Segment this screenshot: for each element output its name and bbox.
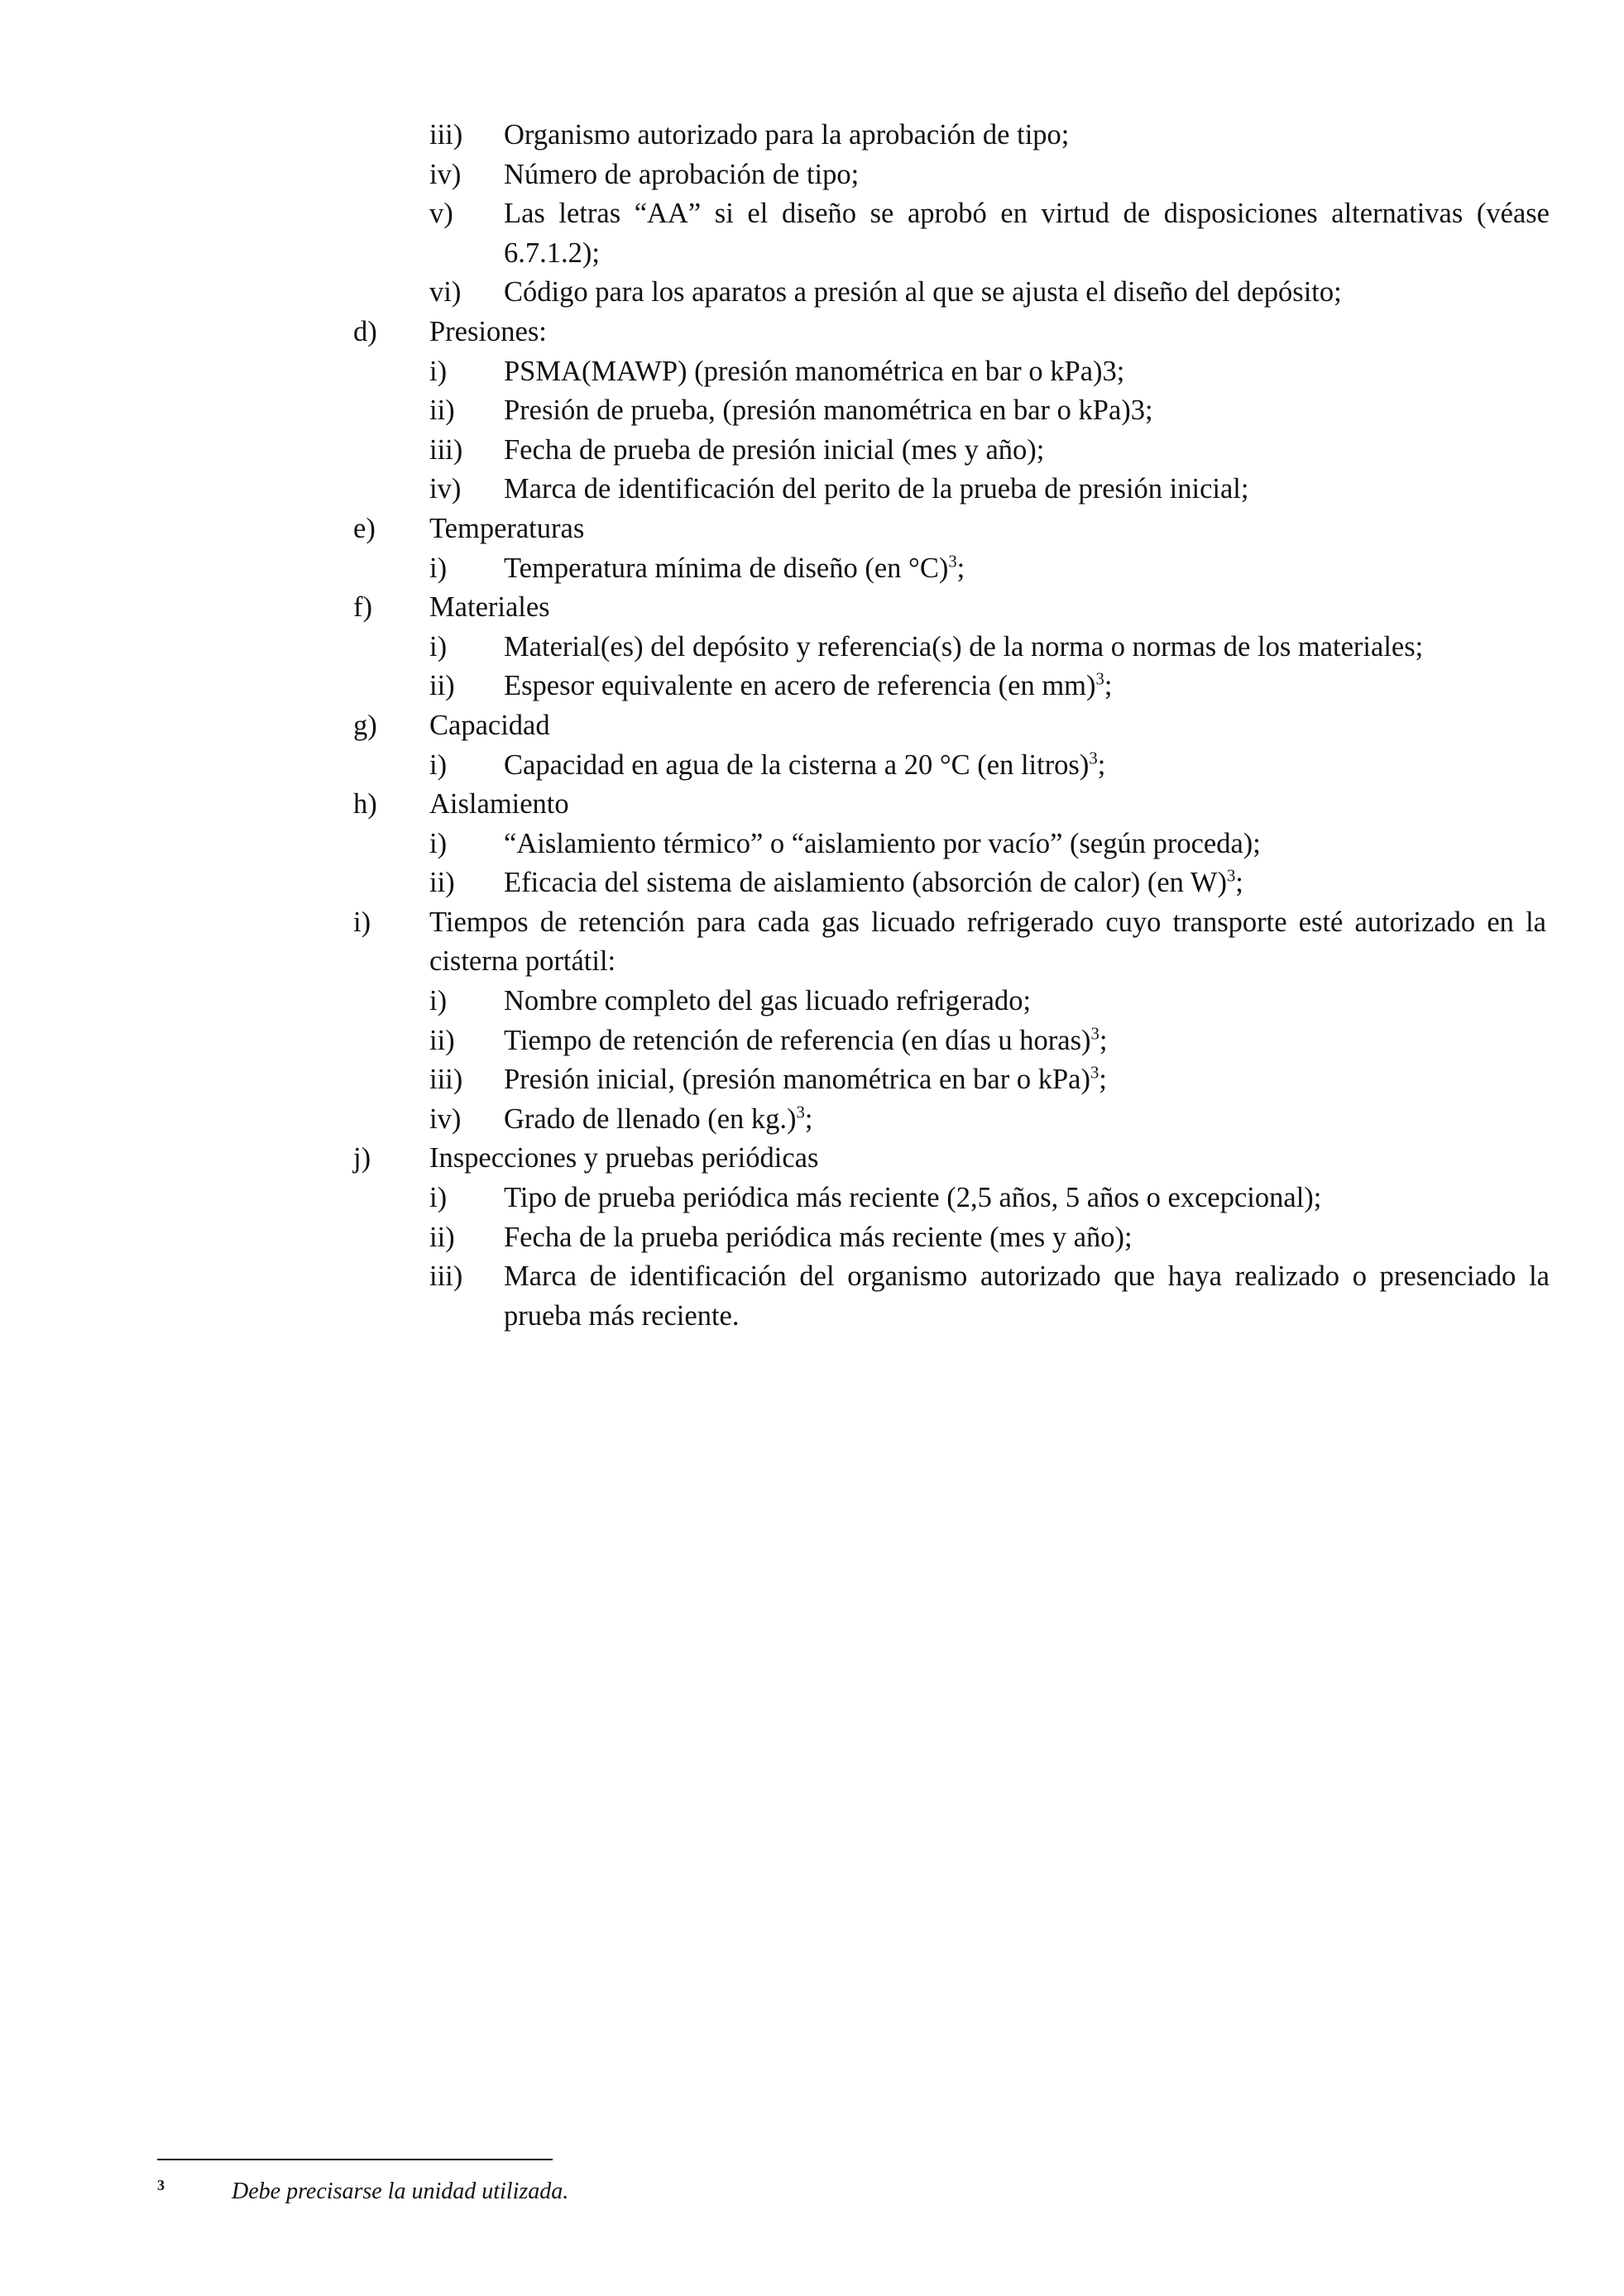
list-item xyxy=(0,706,1624,746)
list-item xyxy=(0,588,1624,628)
item-label: iii) xyxy=(429,433,463,466)
item-text: Tiempo de retención de referencia (en días u horas) xyxy=(504,1024,1091,1056)
item-text: Capacidad en agua de la cisterna a 20 °C (en litros) xyxy=(504,749,1090,781)
list-item xyxy=(0,313,1624,352)
item-text-line xyxy=(504,194,1550,273)
item-label: v) xyxy=(429,198,453,230)
item-label: iv) xyxy=(429,1103,462,1135)
sub-list-item xyxy=(0,194,1624,273)
item-label: e) xyxy=(353,512,376,544)
item-text: Grado de llenado (en kg.) xyxy=(504,1103,797,1135)
item-text: Número de aprobación de tipo; xyxy=(504,158,860,190)
document-body xyxy=(0,116,1624,1336)
item-text-line xyxy=(429,313,1546,352)
item-text-line xyxy=(429,509,1546,549)
item-text: Eficacia del sistema de aislamiento (absorción de calor) (en W) xyxy=(504,867,1227,899)
item-label: iii) xyxy=(429,1064,463,1096)
sub-list-item xyxy=(0,1257,1624,1336)
footnote-reference: 3 xyxy=(1090,1025,1099,1044)
sub-list-item xyxy=(0,391,1624,431)
item-text: Inspecciones y pruebas periódicas xyxy=(429,1142,819,1174)
item-text-line xyxy=(504,155,1550,195)
item-label: i) xyxy=(429,552,448,584)
item-text: Tiempos de retención para cada gas licuado refrigerado cuyo transporte esté autorizado en la cisterna portátil: xyxy=(429,906,1546,978)
item-text-line xyxy=(429,588,1546,628)
item-text: “Aislamiento térmico” o “aislamiento por vacío” (según proceda); xyxy=(504,827,1261,859)
item-text-line xyxy=(504,746,1550,786)
sub-list-item xyxy=(0,1021,1624,1061)
item-label: ii) xyxy=(429,1024,455,1056)
item-label: i) xyxy=(429,1182,448,1214)
sub-list-item xyxy=(0,1100,1624,1140)
item-text-line xyxy=(504,982,1550,1021)
item-text-line xyxy=(504,1218,1550,1258)
item-text: Tipo de prueba periódica más reciente (2,5 años, 5 años o excepcional); xyxy=(504,1182,1322,1214)
item-text: Aislamiento xyxy=(429,788,569,820)
sub-list-item xyxy=(0,863,1624,903)
item-text-line xyxy=(504,863,1550,903)
footnote-reference: 3 xyxy=(948,552,957,572)
item-text: Temperaturas xyxy=(429,512,585,544)
item-label: i) xyxy=(353,906,371,938)
sub-list-item xyxy=(0,628,1624,667)
item-label: j) xyxy=(353,1142,371,1174)
sub-list-item xyxy=(0,1218,1624,1258)
list-item xyxy=(0,509,1624,549)
item-text-line xyxy=(504,549,1550,589)
item-text: Presiones: xyxy=(429,315,547,347)
item-text-line xyxy=(504,825,1550,864)
item-text: Espesor equivalente en acero de referencia (en mm) xyxy=(504,670,1096,702)
item-label: vi) xyxy=(429,276,462,309)
item-text: Fecha de la prueba periódica más reciente (mes y año); xyxy=(504,1221,1133,1253)
sub-list-item xyxy=(0,746,1624,786)
item-text-line xyxy=(504,116,1550,155)
sub-list-item xyxy=(0,1060,1624,1100)
footnote-reference: 3 xyxy=(1095,670,1104,689)
item-text-line xyxy=(504,1100,1550,1140)
item-punctuation: ; xyxy=(1235,867,1243,899)
item-text-line xyxy=(504,352,1550,392)
sub-list-item xyxy=(0,116,1624,155)
item-punctuation: ; xyxy=(1099,1064,1107,1096)
sub-list-item xyxy=(0,273,1624,313)
item-text-line xyxy=(429,903,1546,982)
item-text-line xyxy=(504,1060,1550,1100)
item-text-line xyxy=(504,628,1550,667)
item-text: PSMA(MAWP) (presión manométrica en bar o kPa)3; xyxy=(504,355,1125,387)
footnote-reference: 3 xyxy=(796,1103,805,1122)
footnote xyxy=(157,2177,1398,2207)
item-text-line xyxy=(429,706,1546,746)
list-item xyxy=(0,903,1624,982)
item-text-line xyxy=(504,667,1550,706)
item-label: iv) xyxy=(429,158,462,190)
item-text: Material(es) del depósito y referencia(s) de la norma o normas de los materiales; xyxy=(504,630,1424,662)
item-label: i) xyxy=(429,749,448,781)
item-label: iii) xyxy=(429,1260,463,1293)
item-label: ii) xyxy=(429,867,455,899)
item-punctuation: ; xyxy=(1104,670,1113,702)
item-text-line xyxy=(504,391,1550,431)
footnote-marker: 3 xyxy=(157,2177,165,2193)
item-label: d) xyxy=(353,315,377,347)
item-label: i) xyxy=(429,827,448,859)
sub-list-item xyxy=(0,431,1624,471)
item-label: h) xyxy=(353,788,377,820)
item-label: ii) xyxy=(429,395,455,427)
sub-list-item xyxy=(0,352,1624,392)
item-label: i) xyxy=(429,630,448,662)
item-label: ii) xyxy=(429,670,455,702)
item-text: Fecha de prueba de presión inicial (mes y año); xyxy=(504,433,1045,466)
footnote-reference: 3 xyxy=(1090,1064,1099,1083)
footnote-text: Debe precisarse la unidad utilizada. xyxy=(232,2179,569,2204)
footnote-reference: 3 xyxy=(1226,867,1236,886)
item-text: Materiales xyxy=(429,591,550,624)
item-text-line xyxy=(504,1257,1550,1336)
item-label: i) xyxy=(429,985,448,1017)
sub-list-item xyxy=(0,549,1624,589)
footnote-separator xyxy=(157,2159,553,2160)
item-text: Marca de identificación del organismo autorizado que haya realizado o presenciado la prueba más reciente. xyxy=(504,1260,1550,1332)
item-punctuation: ; xyxy=(1097,749,1106,781)
item-label: g) xyxy=(353,709,377,741)
item-text-line xyxy=(504,1021,1550,1061)
list-item xyxy=(0,1139,1624,1179)
item-label: iv) xyxy=(429,473,462,505)
item-text: Código para los aparatos a presión al que se ajusta el diseño del depósito; xyxy=(504,276,1342,309)
sub-list-item xyxy=(0,470,1624,509)
sub-list-item xyxy=(0,982,1624,1021)
item-label: i) xyxy=(429,355,448,387)
item-text: Capacidad xyxy=(429,709,550,741)
item-text: Temperatura mínima de diseño (en °C) xyxy=(504,552,949,584)
item-text: Presión de prueba, (presión manométrica en bar o kPa)3; xyxy=(504,395,1153,427)
sub-list-item xyxy=(0,667,1624,706)
sub-list-item xyxy=(0,155,1624,195)
item-label: ii) xyxy=(429,1221,455,1253)
item-text-line xyxy=(504,273,1550,313)
item-punctuation: ; xyxy=(1099,1024,1108,1056)
sub-list-item xyxy=(0,1179,1624,1218)
item-punctuation: ; xyxy=(804,1103,813,1135)
item-text-line xyxy=(504,470,1550,509)
item-text: Presión inicial, (presión manométrica en bar o kPa) xyxy=(504,1064,1090,1096)
item-text-line xyxy=(504,431,1550,471)
item-text-line xyxy=(429,1139,1546,1179)
item-label: f) xyxy=(353,591,372,624)
item-text: Las letras “AA” si el diseño se aprobó en virtud de disposiciones alternativas (véase 6.7.1.2); xyxy=(504,198,1550,269)
footnote-reference: 3 xyxy=(1089,749,1098,768)
item-text-line xyxy=(504,1179,1550,1218)
item-text: Marca de identificación del perito de la prueba de presión inicial; xyxy=(504,473,1249,505)
item-text: Organismo autorizado para la aprobación de tipo; xyxy=(504,119,1070,151)
item-text-line xyxy=(429,785,1546,825)
item-text: Nombre completo del gas licuado refrigerado; xyxy=(504,985,1032,1017)
sub-list-item xyxy=(0,825,1624,864)
list-item xyxy=(0,785,1624,825)
item-punctuation: ; xyxy=(956,552,965,584)
item-label: iii) xyxy=(429,119,463,151)
